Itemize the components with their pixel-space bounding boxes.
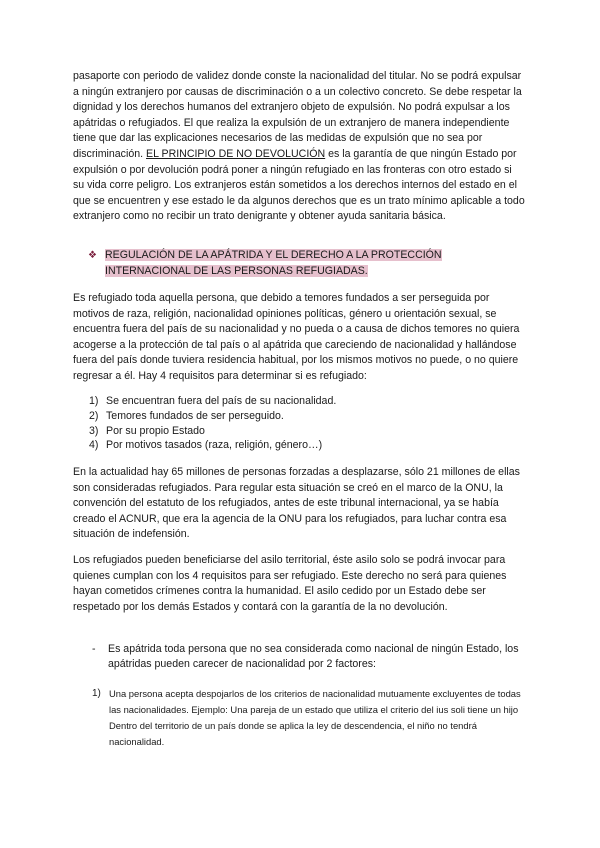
paragraph-refugiado: Es refugiado toda aquella persona, que debido a temores fundados a ser perseguida por motivos de raza, religión, nacionalidad opiniones políticas, género u orientación sexual, se encuentra fuera del país de su nacionalidad y no pueda o a causa de dichos temores no quiera acogerse a la protección de tal país o al apátrida que careciendo de nacionalidad y hallándose fuera del país donde tuviera residencia habitual, por los mismos motivos no puede, o no quiere regresar a él. Hay 4 requisitos para determinar si es refugiado:: [73, 292, 520, 382]
principio-no-devolucion-link: EL PRINCIPIO DE NO DEVOLUCIÓN: [146, 147, 326, 160]
list-item-text: Se encuentran fuera del país de su nacionalidad.: [106, 395, 337, 407]
diamond-bullet-icon: ❖: [88, 250, 97, 261]
section-heading-text: [105, 248, 528, 279]
list-number: 1): [89, 395, 99, 407]
requisitos-list: [73, 394, 525, 453]
list-item: [73, 394, 525, 409]
paragraph-expulsion-text: pasaporte con periodo de validez donde conste la nacionalidad del titular. No se podrá expulsar a ningún extranjero por causas de discriminación o a un colectivo concreto. Se debe respetar la dignidad y los derechos humanos del extranjero objeto de expulsión. No podrá expulsar a los apátridas o refugiados. El que realiza la expulsión de un extranjero de manera independiente tiene que dar las explicaciones necesarios de las medidas de expulsión que no sea por discriminación.: [73, 70, 522, 160]
section-heading: [88, 248, 528, 279]
factor-item: [92, 686, 532, 750]
list-number: 2): [89, 409, 99, 422]
apatrida-text: Es apátrida toda persona que no sea considerada como nacional de ningún Estado, los apátridas pueden carecer de nacionalidad por 2 factores:: [108, 643, 519, 670]
list-item-text: Temores fundados de ser perseguido.: [106, 409, 284, 422]
paragraph-expulsion: [73, 69, 525, 225]
list-item: [73, 424, 525, 439]
list-number: 4): [89, 439, 99, 452]
list-item-text: Por motivos tasados (raza, religión, género…): [106, 439, 323, 452]
dash-bullet: -: [92, 643, 96, 655]
list-item-text: Por su propio Estado: [106, 424, 205, 437]
factor-text: Una persona acepta despojarlos de los criterios de nacionalidad mutuamente excluyentes de todas las nacionalidades. Ejemplo: Una pareja de un estado que utiliza el criterio del ius soli tiene un hijo Dentro del territorio de un país donde se aplica la ley de descendencia, el niño no tendrá nacionalidad.: [109, 688, 521, 747]
paragraph-asilo: Los refugiados pueden beneficiarse del asilo territorial, éste asilo solo se podrá invocar para quienes cumplan con los 4 requisitos para ser refugiado. Este derecho no será para quienes hayan cometidos crímenes contra la humanidad. El asilo cedido por un Estado debe ser respetado por los demás Estados y contará con la garantía de la no devolución.: [73, 554, 507, 613]
list-item: [73, 409, 525, 424]
apatrida-item: [92, 642, 532, 672]
paragraph-expulsion-continued: es la garantía de que ningún Estado por expulsión o por devolución podrá poner a ningún refugiado en las fronteras con otro estado si su vida corre peligro. Los extranjeros están sometidos a los derechos internos del estado en el que se encuentren y ese estado le da algunos derechos que es un trato mínimo aplicable a todo extranjero como no recibir un trato denigrante y obtener ayuda sanitaria básica.: [73, 147, 525, 223]
heading-line-2: INTERNACIONAL DE LAS PERSONAS REFUGIADAS.: [105, 264, 368, 277]
list-item: [73, 438, 525, 453]
heading-line-1: REGULACIÓN DE LA APÁTRIDA Y EL DERECHO A LA PROTECCIÓN: [105, 249, 442, 261]
list-number: 3): [89, 424, 99, 437]
paragraph-actualidad: En la actualidad hay 65 millones de personas forzadas a desplazarse, sólo 21 millones de ellas son consideradas refugiados. Para regular esta situación se creó en el marco de la ONU, la convención del estatuto de los refugiados, antes de este tribunal internacional, ya se había creado el ACNUR, que era la agencia de la ONU para los refugiados, para luchar contra esa situación de indefensión.: [73, 466, 520, 541]
factor-number: 1): [92, 688, 101, 699]
